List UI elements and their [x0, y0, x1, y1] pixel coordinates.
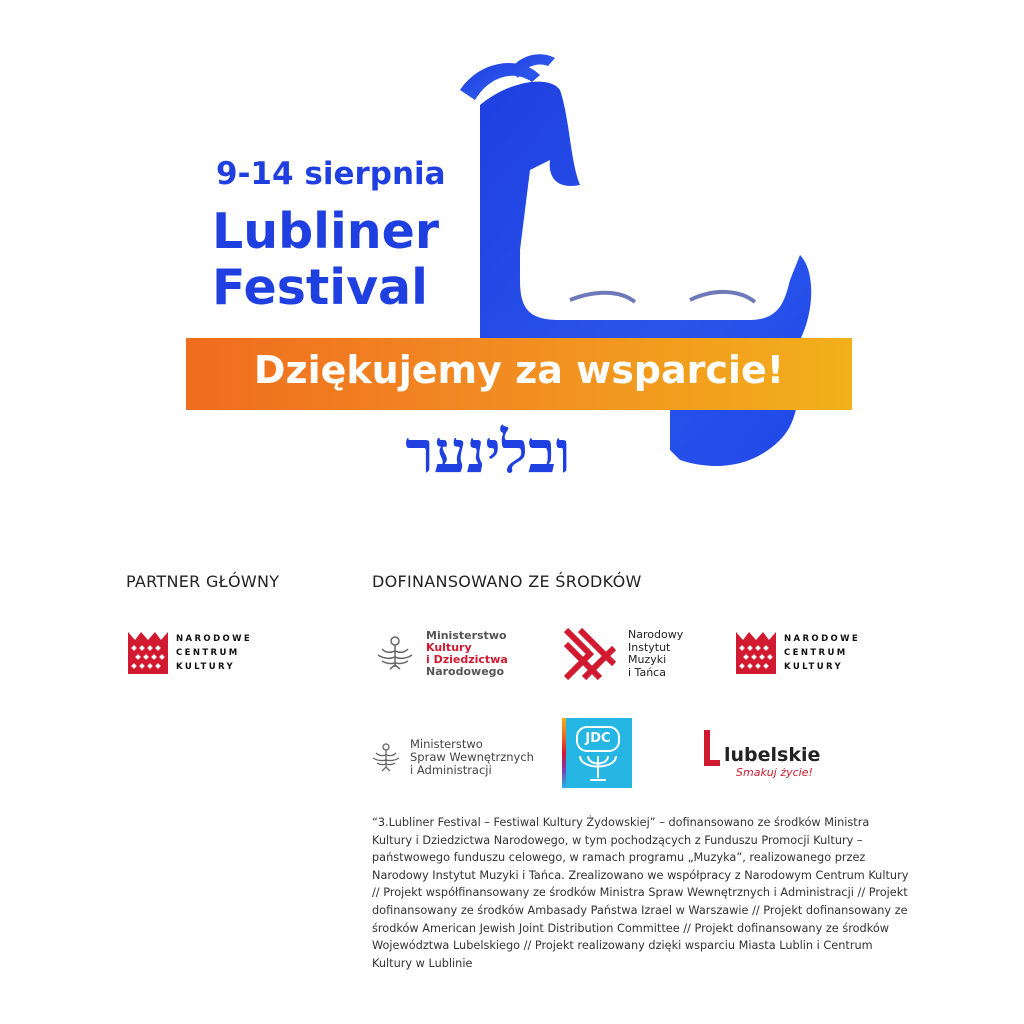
jdc-label: JDC	[576, 726, 620, 752]
nimit-line2: Instytut	[628, 640, 671, 654]
jdc-color-strip	[562, 718, 566, 788]
nimit-logo	[562, 626, 683, 682]
nimit-line4: i Tańca	[628, 665, 666, 679]
nck-crown-icon	[128, 632, 168, 674]
mswia-line3: i Administracji	[410, 763, 492, 777]
nimit-line1: Narodowy	[628, 628, 684, 641]
main-partner-label: PARTNER GŁÓWNY	[126, 572, 280, 591]
eagle-icon	[370, 740, 402, 776]
menorah-icon	[576, 752, 620, 784]
lubelskie-slogan: Smakuj życie!	[736, 766, 813, 779]
mkidn-line4: Narodowego	[426, 665, 505, 678]
funding-note: “3.Lubliner Festival – Festiwal Kultury Żydowskiej” – dofinansowano ze środków Ministra Kultury i Dziedzictwa Narodowego, w tym pochodzących z Funduszu Promocji Kultury – państwowego funduszu celowego, w ramach programu „Muzyka”, realizowanego przez Narodowy Instytut Muzyki i Tańca. Zrealizowano we współpracy z Narodowym Centrum Kultury // Projekt współfinansowany ze środków Ministra Spraw Wewnętrznych i Administracji // Projekt dofinansowany ze środków Ambasady Państwa Izrael w Warszawie // Projekt dofinansowany ze środków American Jewish Joint Distribution Committee // Projekt dofinansowany ze środków Województwa Lubelskiego // Projekt realizowany dzięki wsparciu Miasta Lublin i Centrum Kultury w Lublinie	[372, 816, 909, 970]
festival-title-line1: Lubliner	[212, 203, 440, 260]
cofinanced-label: DOFINANSOWANO ZE ŚRODKÓW	[372, 572, 642, 591]
eagle-icon	[372, 631, 418, 677]
nimit-stripes-icon	[562, 626, 618, 682]
lubelskie-l-icon	[704, 730, 720, 766]
nck-line1: NARODOWE	[176, 634, 253, 644]
nck-line3: KULTURY	[176, 662, 236, 672]
nck2-line3: KULTURY	[784, 662, 844, 672]
mswia-line2: Spraw Wewnętrznych	[410, 750, 534, 764]
lubelskie-logo	[704, 730, 820, 779]
festival-title	[212, 204, 439, 316]
mswia-line1: Ministerstwo	[410, 737, 483, 751]
mkidn-line1: Ministerstwo	[426, 629, 507, 642]
mkidn-line3: i Dziedzictwa	[426, 653, 508, 666]
nimit-line3: Muzyki	[628, 653, 667, 666]
festival-title-line2: Festival	[212, 259, 428, 316]
thank-you-text: Dziękujemy za wsparcie!	[253, 348, 785, 392]
lubelskie-name: lubelskie	[724, 744, 821, 766]
mkidn-logo	[372, 630, 508, 678]
jdc-logo	[562, 718, 632, 788]
nck2-line2: CENTRUM	[784, 648, 848, 658]
nck-crown-icon	[736, 632, 776, 674]
nck2-line1: NARODOWE	[784, 634, 861, 644]
nck-line2: CENTRUM	[176, 648, 240, 658]
hebrew-title: ובלינער	[405, 418, 571, 486]
nck-logo	[128, 632, 252, 674]
mswia-logo	[370, 738, 534, 777]
thank-you-banner	[186, 338, 852, 410]
mkidn-line2: Kultury	[426, 641, 472, 654]
nck-logo-2	[736, 632, 860, 674]
festival-date: 9-14 sierpnia	[216, 156, 446, 192]
